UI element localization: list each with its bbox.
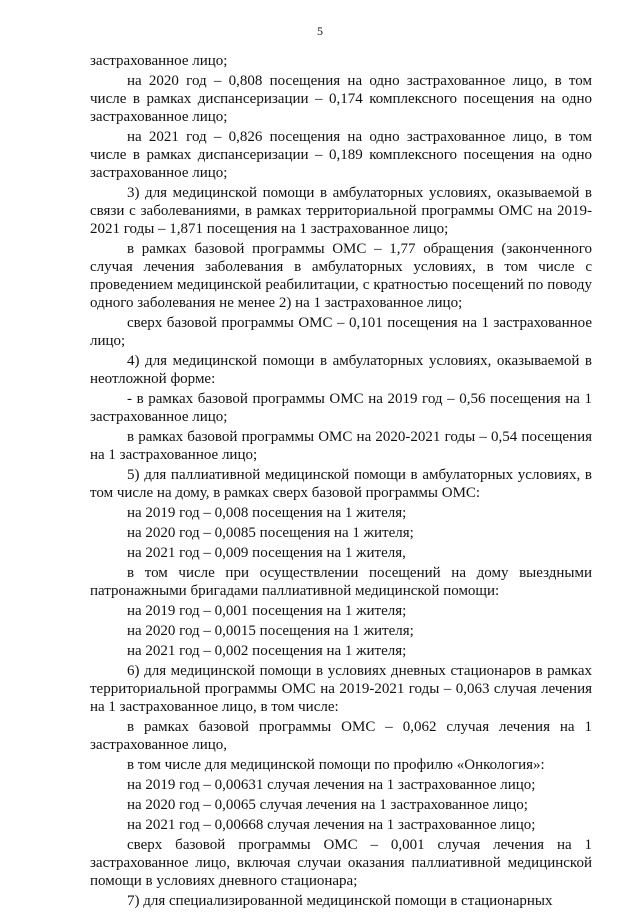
- paragraph: на 2019 год – 0,008 посещения на 1 жителя;: [127, 505, 407, 521]
- paragraph: на 2020 год – 0,808 посещения на одно застрахованное лицо, в том числе в рамках диспансеризации – 0,174 комплексного посещения на одно застрахованное лицо;: [90, 73, 592, 125]
- paragraph: 3) для медицинской помощи в амбулаторных условиях, оказываемой в связи с заболеваниями, в рамках территориальной программы ОМС на 2019-2021 годы – 1,871 посещения на 1 застрахованное лицо;: [90, 185, 592, 237]
- paragraph: застрахованное лицо;: [90, 53, 228, 69]
- paragraph: 6) для медицинской помощи в условиях дневных стационаров в рамках территориальной программы ОМС на 2019-2021 годы – 0,063 случая лечения на 1 застрахованное лицо, в том числе:: [90, 663, 592, 715]
- paragraph: на 2019 год – 0,001 посещения на 1 жителя;: [127, 603, 407, 619]
- paragraph: 5) для паллиативной медицинской помощи в амбулаторных условиях, в том числе на дому, в рамках сверх базовой программы ОМС:: [90, 467, 592, 501]
- paragraph: 7) для специализированной медицинской помощи в стационарных: [127, 893, 553, 909]
- paragraph: на 2020 год – 0,0015 посещения на 1 жителя;: [127, 623, 414, 639]
- paragraph: в рамках базовой программы ОМС – 1,77 обращения (законченного случая лечения заболевания в амбулаторных условиях, в том числе с проведением медицинской реабилитации, с кратностью посещений по поводу одного заболевания не менее 2) на 1 застрахованное лицо;: [90, 241, 592, 311]
- paragraph: 4) для медицинской помощи в амбулаторных условиях, оказываемой в неотложной форме:: [90, 353, 592, 387]
- paragraph: на 2021 год – 0,002 посещения на 1 жителя;: [127, 643, 407, 659]
- paragraph: - в рамках базовой программы ОМС на 2019 год – 0,56 посещения на 1 застрахованное лицо;: [90, 391, 592, 425]
- document-body: [90, 52, 592, 912]
- page-number: 5: [317, 24, 323, 38]
- paragraph: на 2021 год – 0,826 посещения на одно застрахованное лицо, в том числе в рамках диспансеризации – 0,189 комплексного посещения на одно застрахованное лицо;: [90, 129, 592, 181]
- paragraph: на 2021 год – 0,009 посещения на 1 жителя,: [127, 545, 406, 561]
- paragraph: в том числе при осуществлении посещений на дому выездными патронажными бригадами паллиативной медицинской помощи:: [90, 565, 592, 599]
- paragraph: на 2020 год – 0,0085 посещения на 1 жителя;: [127, 525, 414, 541]
- paragraph: на 2019 год – 0,00631 случая лечения на 1 застрахованное лицо;: [127, 777, 536, 793]
- paragraph: в том числе для медицинской помощи по профилю «Онкология»:: [127, 757, 545, 773]
- paragraph: в рамках базовой программы ОМС на 2020-2021 годы – 0,54 посещения на 1 застрахованное лицо;: [90, 429, 592, 463]
- paragraph: на 2021 год – 0,00668 случая лечения на 1 застрахованное лицо;: [127, 817, 536, 833]
- paragraph: сверх базовой программы ОМС – 0,101 посещения на 1 застрахованное лицо;: [90, 315, 592, 349]
- paragraph: в рамках базовой программы ОМС – 0,062 случая лечения на 1 застрахованное лицо,: [90, 719, 592, 753]
- paragraph: сверх базовой программы ОМС – 0,001 случая лечения на 1 застрахованное лицо, включая случаи оказания паллиативной медицинской помощи в условиях дневного стационара;: [90, 837, 592, 889]
- paragraph: на 2020 год – 0,0065 случая лечения на 1 застрахованное лицо;: [127, 797, 528, 813]
